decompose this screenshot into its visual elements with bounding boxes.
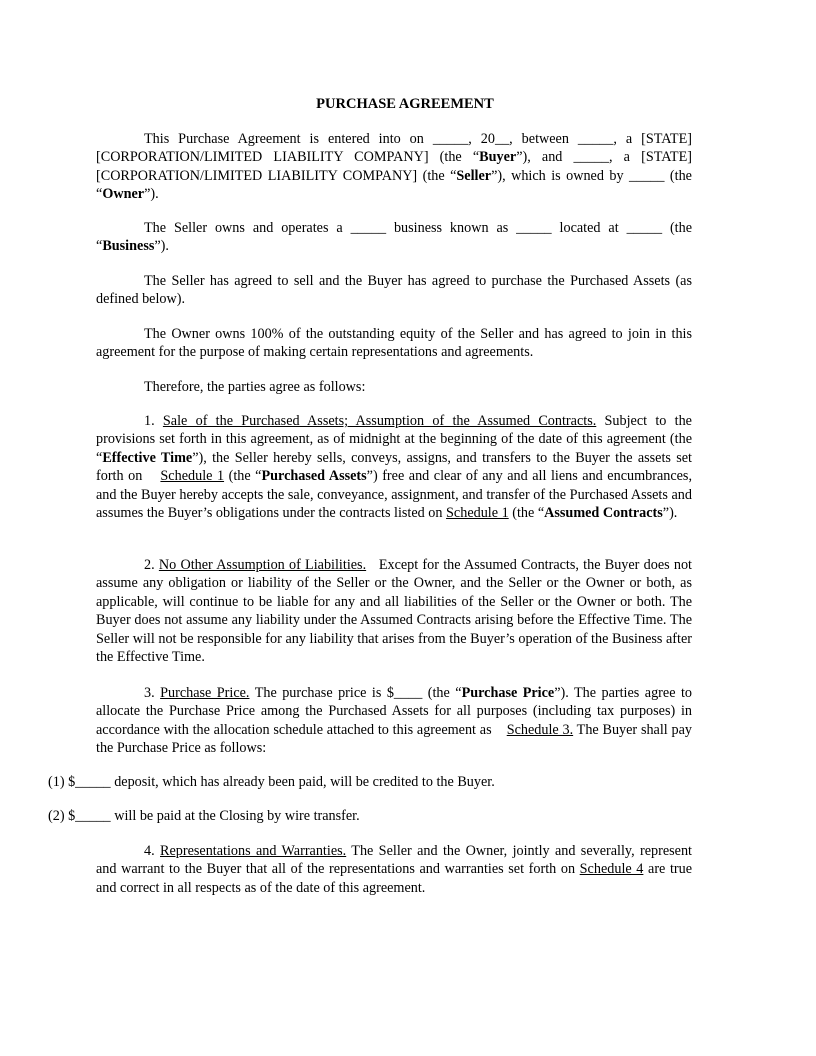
payment-item-2: (2) $_____ will be paid at the Closing by wire transfer. (48, 808, 360, 824)
section-4-number: 4. (144, 843, 155, 859)
document-title: PURCHASE AGREEMENT (316, 96, 494, 112)
section-4 (96, 842, 692, 897)
intro-paragraph (96, 130, 692, 204)
payment-item-1: (1) $_____ deposit, which has already been paid, will be credited to the Buyer. (48, 774, 495, 790)
intro-text-b: ”), and _____, a [STATE] [CORPORATION/LIMITED LIABILITY COMPANY] (the “ (96, 149, 692, 184)
section-3-heading: Purchase Price. (160, 685, 250, 701)
section-3-number: 3. (144, 685, 155, 701)
section-2-text: Except for the Assumed Contracts, the Buyer does not assume any obligation or liability of the Seller or the Owner, and the Seller or the Owner or both, as applicable, will continue to be liable for any and all liabilities of the Seller or the Owner or both. The Buyer does not assume any liability under the Assumed Contracts arising before the Effective Time. The Seller will not be responsible for any liability that arises from the Buyer’s operation of the Business after the Effective Time. (96, 557, 692, 666)
sale-recital-paragraph: The Seller has agreed to sell and the Buyer has agreed to purchase the Purchased Assets (as defined below). (96, 273, 692, 308)
business-text-a: The Seller owns and operates a _____ business known as _____ located at _____ (the “ (96, 220, 692, 255)
section-1-text-a: Subject to the provisions set forth in this agreement, as of midnight at the beginning of the date of this agreement (the “ (96, 413, 692, 466)
section-1-heading: Sale of the Purchased Assets; Assumption of the Assumed Contracts. (162, 413, 597, 429)
schedule-4-reference: Schedule 4 (579, 861, 644, 878)
term-purchase-price: Purchase Price (461, 685, 555, 701)
owner-recital-paragraph: The Owner owns 100% of the outstanding equity of the Seller and has agreed to join in this agreement for the purpose of making certain representations and agreements. (96, 326, 692, 361)
term-assumed-contracts: Assumed Contracts (544, 505, 663, 522)
section-2-number: 2. (144, 557, 155, 573)
section-4-text-a: The Seller and the Owner, jointly and severally, represent and warrant to the Buyer that all of the representations and warranties set forth on (96, 843, 692, 878)
section-2 (96, 556, 692, 666)
section-4-heading: Representations and Warranties. (160, 843, 347, 859)
business-text-b: ”). (154, 238, 169, 255)
intro-text-a: This Purchase Agreement is entered into on _____, 20__, between _____, a [STATE] [CORPORATION/LIMITED LIABILITY COMPANY] (the “ (96, 131, 692, 166)
section-1-text-e: (the “ (512, 505, 545, 522)
intro-text-c: ”), which is owned by _____ (the “ (96, 167, 692, 203)
schedule-1-reference: Schedule 1 (160, 468, 225, 485)
intro-text-d: ”). (144, 186, 159, 203)
term-effective-time: Effective Time (102, 449, 193, 466)
section-1-number: 1. (144, 413, 155, 429)
section-1-text-f: ”). (662, 505, 678, 522)
section-1-text-c: (the “ (228, 468, 262, 485)
agreement-lead-in: Therefore, the parties agree as follows: (144, 379, 366, 395)
schedule-1-reference: Schedule 1 (446, 505, 509, 522)
section-3-text-a: The purchase price is $____ (the “ (254, 685, 462, 701)
schedule-3-reference: Schedule 3. (506, 721, 574, 738)
section-1 (96, 412, 692, 522)
term-owner: Owner (102, 186, 145, 203)
section-2-heading: No Other Assumption of Liabilities. (158, 557, 367, 573)
section-3 (96, 684, 692, 758)
section-3-text-c: The Buyer shall pay the Purchase Price as follows: (96, 721, 692, 757)
section-1-text-d: ”) free and clear of any and all liens and encumbrances, and the Buyer hereby accepts the sale, conveyance, assignment, and transfer of the Purchased Assets and assumes the Buyer’s obligations under the contracts listed on (96, 468, 692, 522)
section-3-text-b: ”). The parties agree to allocate the Purchase Price among the Purchased Assets for all purposes (including tax purposes) in accordance with the allocation schedule attached to this agreement as (96, 685, 692, 738)
term-business: Business (102, 238, 155, 255)
section-4-text-b: are true and correct in all respects as of the date of this agreement. (96, 861, 693, 896)
term-purchased-assets: Purchased Assets (261, 468, 367, 485)
term-buyer: Buyer (479, 149, 517, 166)
business-paragraph (96, 219, 692, 256)
term-seller: Seller (456, 167, 492, 184)
section-1-text-b: ”), the Seller hereby sells, conveys, assigns, and transfers to the Buyer the assets set forth on (96, 449, 692, 485)
